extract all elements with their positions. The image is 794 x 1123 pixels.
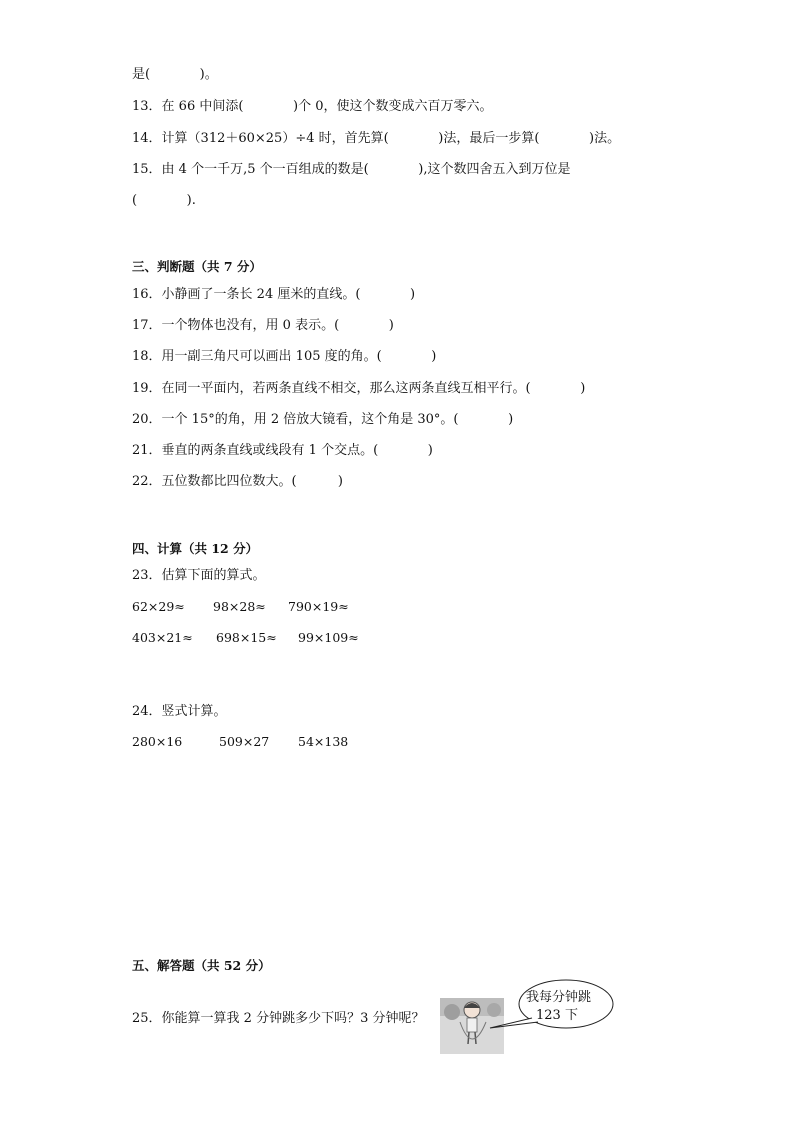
girl-body-icon [467,1018,477,1032]
tree-icon [444,1004,460,1020]
estimate-expr: 62×29≈ [132,599,185,614]
fill-in-item-15: 15．由 4 个一千万,5 个一百组成的数是( ),这个数四舍五入到万位是 [132,162,571,177]
judge-item-19: 19．在同一平面内，若两条直线不相交，那么这两条直线互相平行。( ) [132,381,586,396]
judge-item-21: 21．垂直的两条直线或线段有 1 个交点。( ) [132,443,433,458]
judge-item-16: 16．小静画了一条长 24 厘米的直线。( ) [132,287,416,302]
estimate-expr: 698×15≈ [216,630,277,645]
section-heading-solve: 五、解答题（共 52 分） [132,958,271,973]
estimate-expr: 403×21≈ [132,630,193,645]
judge-item-18: 18．用一副三角尺可以画出 105 度的角。( ) [132,349,437,364]
speech-bubble-line-1: 我每分钟跳 [526,990,592,1005]
skipping-girl-illustration [440,978,615,1056]
estimate-expr: 98×28≈ [213,599,266,614]
judge-item-17: 17．一个物体也没有，用 0 表示。( ) [132,318,394,333]
fill-in-item-14: 14．计算（312＋60×25）÷4 时，首先算( )法，最后一步算( )法。 [132,131,621,146]
speech-bubble-line-2: 123 下 [536,1008,578,1023]
skipping-girl-graphic [440,978,615,1056]
judge-item-20: 20．一个 15°的角，用 2 倍放大镜看，这个角是 30°。( ) [132,412,514,427]
fill-in-item-13: 13．在 66 中间添( )个 0，使这个数变成六百万零六。 [132,99,493,114]
tree-icon [487,1003,501,1017]
section-heading-calc: 四、计算（共 12 分） [132,541,259,556]
calc-item-24: 24．竖式计算。 [132,704,227,719]
section-heading-judge: 三、判断题（共 7 分） [132,259,262,274]
calc-item-23: 23．估算下面的算式。 [132,568,266,583]
vertical-calc-expr: 54×138 [298,734,349,749]
vertical-calc-expr: 509×27 [219,734,270,749]
fill-in-item-12-tail: 是( )。 [132,67,218,82]
vertical-calc-expr: 280×16 [132,734,183,749]
estimate-expr: 99×109≈ [298,630,359,645]
solve-item-25: 25．你能算一算我 2 分钟跳多少下吗？3 分钟呢？ [132,1011,425,1026]
fill-in-item-15-tail: ( ). [132,193,196,208]
judge-item-22: 22．五位数都比四位数大。( ) [132,474,344,489]
estimate-expr: 790×19≈ [288,599,349,614]
